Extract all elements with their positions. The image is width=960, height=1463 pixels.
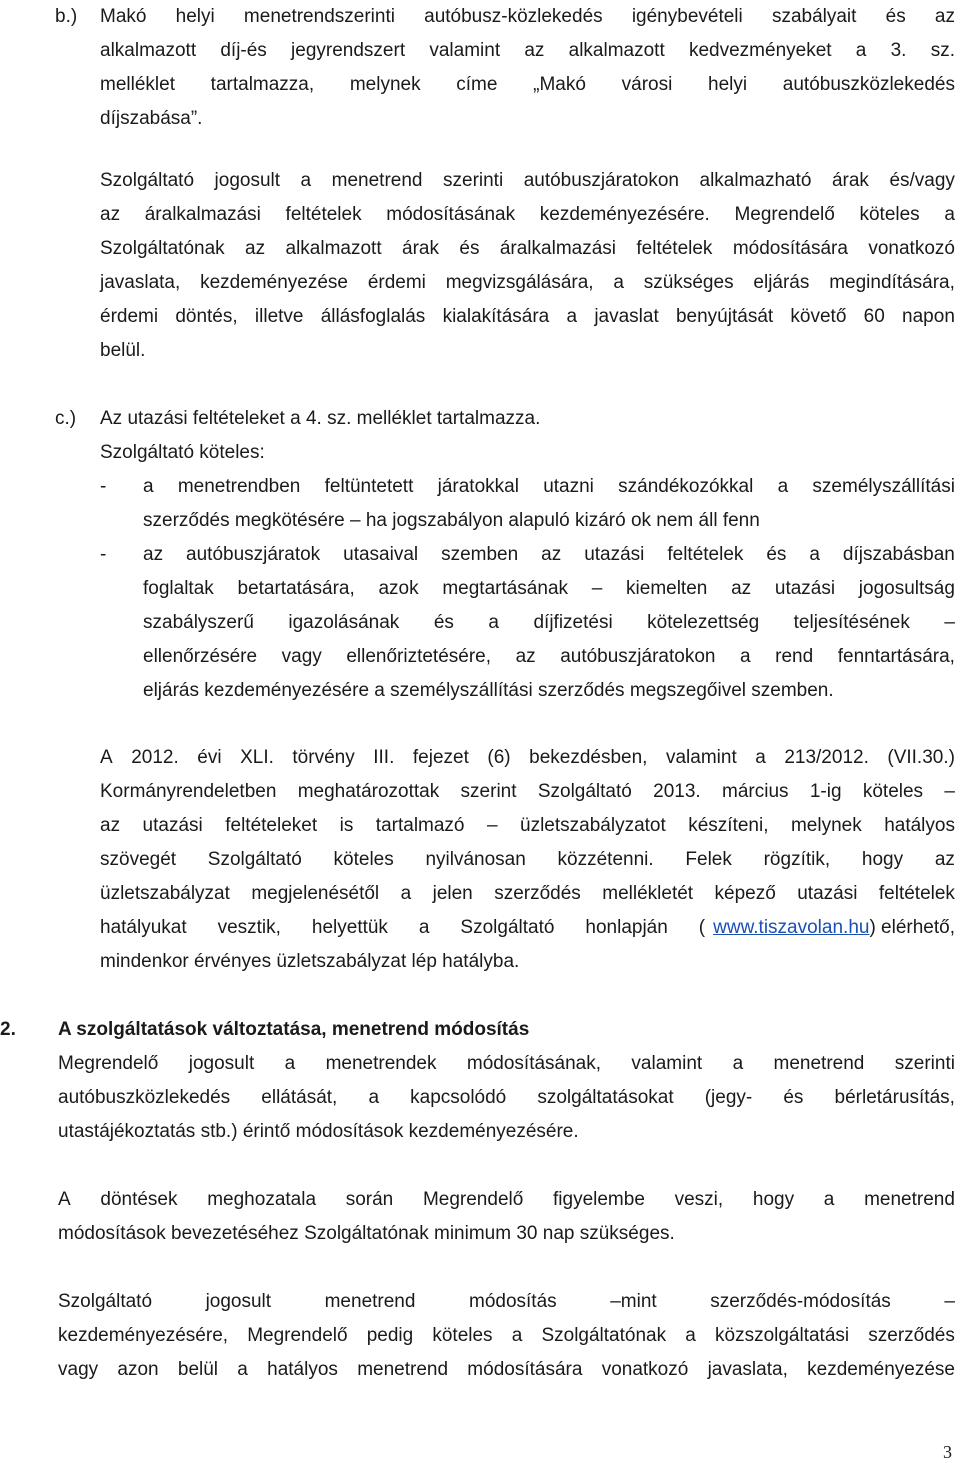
word: évi bbox=[197, 747, 222, 768]
text-line: díjszabása”. bbox=[100, 108, 203, 129]
word: fenntartására, bbox=[837, 646, 955, 667]
word: áralkalmazási bbox=[144, 204, 261, 225]
word: melynek bbox=[790, 815, 862, 836]
word: Szolgáltató bbox=[207, 849, 302, 870]
word: kialakítására bbox=[442, 306, 550, 327]
word: illetve bbox=[254, 306, 304, 327]
text-line bbox=[58, 1285, 955, 1319]
word: is bbox=[339, 815, 354, 836]
section-2-number: 2. bbox=[0, 1019, 16, 1040]
word: a bbox=[368, 1087, 380, 1108]
word: menetrend bbox=[324, 1291, 416, 1312]
word: ellenőrzésére bbox=[143, 646, 258, 667]
word: címe bbox=[456, 74, 498, 95]
word: – bbox=[591, 578, 603, 599]
text-line bbox=[100, 164, 955, 198]
word: autóbuszközlekedés bbox=[782, 74, 955, 95]
word: érdemi bbox=[367, 272, 426, 293]
page-number: 3 bbox=[943, 1442, 952, 1462]
word: megjelenésétől bbox=[251, 883, 380, 904]
word: a bbox=[944, 204, 955, 225]
word: veszi, bbox=[674, 1189, 724, 1210]
text-line bbox=[58, 1081, 955, 1115]
word: honlapján bbox=[585, 917, 668, 938]
word: menetrendszerinti bbox=[243, 6, 395, 27]
word: a bbox=[755, 747, 766, 768]
word: Megrendelő bbox=[58, 1053, 159, 1074]
word: foglaltak bbox=[143, 578, 214, 599]
word: szemben bbox=[441, 544, 519, 565]
word: pedig bbox=[366, 1325, 414, 1346]
word: igazolásának bbox=[288, 612, 400, 633]
word: döntések bbox=[100, 1189, 178, 1210]
word: városi bbox=[621, 74, 673, 95]
word: köteles bbox=[859, 204, 920, 225]
word: utasaival bbox=[343, 544, 419, 565]
word: törvény bbox=[292, 747, 355, 768]
word: 1-ig bbox=[809, 781, 842, 802]
section-c-label: c.) bbox=[55, 408, 77, 429]
word: az bbox=[524, 40, 545, 61]
word: feltételeket bbox=[225, 815, 318, 836]
word: 213/2012. bbox=[784, 747, 869, 768]
word: menetrend bbox=[773, 1053, 865, 1074]
word: és bbox=[459, 238, 480, 259]
word: jelen bbox=[432, 883, 473, 904]
word: fejezet bbox=[412, 747, 469, 768]
word: a bbox=[300, 170, 312, 191]
word: utazási bbox=[797, 883, 858, 904]
text-line: szerződés megkötésére – ha jogszabályon alapuló kizáró ok nem áll fenn bbox=[143, 510, 760, 531]
word: azok bbox=[378, 578, 419, 599]
word: Megrendelő bbox=[247, 1325, 348, 1346]
word: járatokkal bbox=[437, 476, 519, 497]
word: Kormányrendeletben bbox=[100, 781, 277, 802]
word: 60 bbox=[863, 306, 885, 327]
word: kiemelten bbox=[626, 578, 708, 599]
word: helyettük bbox=[311, 917, 388, 938]
word: díjszabásban bbox=[842, 544, 955, 565]
word: (6) bbox=[487, 747, 511, 768]
word: – bbox=[486, 815, 498, 836]
word: árak bbox=[402, 238, 439, 259]
word: készíteni, bbox=[688, 815, 769, 836]
word: szerint bbox=[460, 781, 517, 802]
word: javaslata, bbox=[100, 272, 181, 293]
word: Szolgáltató bbox=[460, 917, 555, 938]
word: autóbuszjáratok bbox=[186, 544, 321, 565]
word: vonatkozó bbox=[868, 238, 955, 259]
word: (VII.30.) bbox=[887, 747, 955, 768]
bullet-marker: - bbox=[100, 476, 107, 497]
word: közszolgáltatási bbox=[715, 1325, 850, 1346]
word: köteles bbox=[333, 849, 394, 870]
word: az bbox=[541, 544, 562, 565]
word: köteles bbox=[862, 781, 924, 802]
word: jegyrendszert bbox=[291, 40, 406, 61]
word: –mint bbox=[610, 1291, 657, 1312]
word: a bbox=[809, 544, 820, 565]
text-line bbox=[143, 572, 955, 606]
word: helyi bbox=[175, 6, 215, 27]
word: megindítására, bbox=[829, 272, 955, 293]
word: hatályos bbox=[267, 1359, 338, 1380]
word: tartalmazza, bbox=[210, 74, 315, 95]
word: utazási bbox=[584, 544, 645, 565]
word: igénybevételi bbox=[631, 6, 743, 27]
word: az bbox=[731, 578, 752, 599]
word: a bbox=[284, 1053, 296, 1074]
text-line bbox=[100, 266, 955, 300]
word: megtartásának bbox=[442, 578, 569, 599]
word: valamint bbox=[665, 747, 737, 768]
word: bérletárusítás, bbox=[834, 1087, 955, 1108]
text-line: belül. bbox=[100, 340, 146, 361]
word: kezdeményezése bbox=[807, 1359, 955, 1380]
word: autóbuszközlekedés bbox=[58, 1087, 231, 1108]
word: helyi bbox=[708, 74, 748, 95]
link-line-after: ) elérhető, bbox=[869, 917, 955, 938]
word: menetrend bbox=[864, 1189, 955, 1210]
word: kötelezettség bbox=[647, 612, 760, 633]
word: vonatkozó bbox=[601, 1359, 689, 1380]
word: és bbox=[783, 1087, 804, 1108]
word: utazni bbox=[543, 476, 594, 497]
word: XLI. bbox=[240, 747, 274, 768]
word: bekezdésben, bbox=[529, 747, 648, 768]
section-c-heading: Az utazási feltételeket a 4. sz. melléklet tartalmazza. bbox=[100, 408, 541, 429]
word: hogy bbox=[861, 849, 904, 870]
word: Szolgáltató bbox=[100, 170, 195, 191]
word: ellenőriztetésére, bbox=[346, 646, 492, 667]
word: során bbox=[345, 1189, 394, 1210]
word: Makó bbox=[100, 6, 147, 27]
text-line bbox=[100, 300, 955, 334]
text-line-with-link bbox=[100, 911, 955, 945]
word: sz. bbox=[930, 40, 955, 61]
word: az bbox=[100, 204, 121, 225]
word: alkalmazott bbox=[100, 40, 197, 61]
word: az bbox=[934, 6, 955, 27]
word: üzletszabályzat bbox=[100, 883, 230, 904]
word: az bbox=[143, 544, 164, 565]
section-2-heading: A szolgáltatások változtatása, menetrend módosítás bbox=[58, 1019, 530, 1040]
word: melynek bbox=[349, 74, 421, 95]
word: a bbox=[143, 476, 154, 497]
word: a bbox=[823, 1189, 835, 1210]
word: a bbox=[511, 1325, 523, 1346]
text-line bbox=[100, 0, 955, 34]
word: feltételek bbox=[285, 204, 362, 225]
word: kezdeményezésére, bbox=[58, 1325, 229, 1346]
word: „Makó bbox=[533, 74, 586, 95]
word: a bbox=[613, 272, 624, 293]
link-line-before bbox=[100, 911, 713, 945]
text-line bbox=[100, 34, 955, 68]
word: – bbox=[944, 1291, 955, 1312]
word: a bbox=[566, 306, 578, 327]
word: betartatására, bbox=[237, 578, 355, 599]
section-b-label: b.) bbox=[55, 6, 78, 27]
word: feltételek bbox=[636, 238, 713, 259]
word: a bbox=[732, 1053, 744, 1074]
text-line bbox=[58, 1183, 955, 1217]
word: Szolgáltatónak bbox=[100, 238, 225, 259]
word: vagy bbox=[281, 646, 322, 667]
text-line bbox=[100, 877, 955, 911]
word: kezdeményezése bbox=[200, 272, 348, 293]
word: hatályukat bbox=[100, 917, 187, 938]
word: jogosult bbox=[214, 170, 281, 191]
word: szándékozókkal bbox=[618, 476, 754, 497]
text-line bbox=[143, 606, 955, 640]
word: jogosult bbox=[205, 1291, 272, 1312]
word: kedvezményeket bbox=[688, 40, 832, 61]
word: szolgáltatásokat bbox=[537, 1087, 674, 1108]
text-line: Szolgáltató köteles: bbox=[100, 442, 265, 463]
word: menetrendek bbox=[325, 1053, 437, 1074]
word: üzletszabályzatot bbox=[520, 815, 666, 836]
text-line bbox=[100, 843, 955, 877]
word: és bbox=[766, 544, 787, 565]
word: szerinti bbox=[894, 1053, 955, 1074]
word: szerződés bbox=[868, 1325, 955, 1346]
word: alkalmazható bbox=[699, 170, 812, 191]
word: autóbusz-közlekedés bbox=[424, 6, 603, 27]
word: érdemi bbox=[100, 306, 159, 327]
word: árak bbox=[831, 170, 869, 191]
word: teljesítésének bbox=[793, 612, 910, 633]
word: módosítására bbox=[467, 1359, 583, 1380]
word: szerződés bbox=[494, 883, 581, 904]
word: Megrendelő bbox=[422, 1189, 524, 1210]
word: döntés, bbox=[175, 306, 238, 327]
word: III. bbox=[373, 747, 395, 768]
word: szövegét bbox=[100, 849, 177, 870]
word: képező bbox=[714, 883, 776, 904]
word: kapcsolódó bbox=[410, 1087, 507, 1108]
word: jogosultság bbox=[858, 578, 955, 599]
word: azon bbox=[117, 1359, 159, 1380]
word: autóbuszjáratokon bbox=[523, 170, 679, 191]
word: jogosult bbox=[188, 1053, 255, 1074]
word: (jegy- bbox=[704, 1087, 753, 1108]
text-line: mindenkor érvényes üzletszabályzat lép hatályba. bbox=[100, 951, 520, 972]
word: javaslat bbox=[594, 306, 659, 327]
word: a bbox=[855, 40, 867, 61]
text-line bbox=[143, 470, 955, 504]
word: és bbox=[885, 6, 906, 27]
word: március bbox=[722, 781, 789, 802]
word: az bbox=[515, 646, 536, 667]
word: belül bbox=[177, 1359, 219, 1380]
word: szabályait bbox=[771, 6, 857, 27]
word: a bbox=[418, 917, 430, 938]
word: kezdeményezésére. bbox=[539, 204, 710, 225]
word: Megrendelő bbox=[734, 204, 835, 225]
word: és/vagy bbox=[889, 170, 955, 191]
word: nyilvánosan bbox=[425, 849, 526, 870]
word: utazási bbox=[142, 815, 203, 836]
word: a bbox=[777, 476, 789, 497]
word: feltételek bbox=[667, 544, 744, 565]
word: vagy bbox=[58, 1359, 99, 1380]
word: köteles bbox=[432, 1325, 493, 1346]
word: – bbox=[944, 612, 955, 633]
word: melléklet bbox=[100, 74, 175, 95]
word: 3. bbox=[890, 40, 907, 61]
word: valamint bbox=[429, 40, 501, 61]
word: szerződés-módosítás bbox=[710, 1291, 891, 1312]
word: tartalmazó bbox=[375, 815, 465, 836]
text-line bbox=[100, 741, 955, 775]
word: az bbox=[245, 238, 266, 259]
word: alkalmazott bbox=[568, 40, 665, 61]
bullet-marker: - bbox=[100, 544, 107, 565]
word: vesztik, bbox=[217, 917, 281, 938]
word: a bbox=[400, 883, 412, 904]
word: rögzítik, bbox=[763, 849, 831, 870]
word: eljárás bbox=[753, 272, 810, 293]
word: menetrend bbox=[357, 1359, 449, 1380]
word: hogy bbox=[752, 1189, 795, 1210]
word: autóbuszjáratokon bbox=[560, 646, 716, 667]
word: közzétenni. bbox=[557, 849, 654, 870]
word: figyelembe bbox=[553, 1189, 645, 1210]
word: feltüntetett bbox=[324, 476, 414, 497]
word: az bbox=[934, 849, 955, 870]
word: A bbox=[100, 747, 113, 768]
word: 2013. bbox=[653, 781, 701, 802]
word: A bbox=[58, 1189, 71, 1210]
text-line: utastájékoztatás stb.) érintő módosítások kezdeményezésére. bbox=[58, 1121, 579, 1142]
word: szerinti bbox=[443, 170, 504, 191]
word: meghatározottak bbox=[297, 781, 440, 802]
word: menetrendben bbox=[177, 476, 301, 497]
word: a bbox=[740, 646, 751, 667]
word: Szolgáltató bbox=[537, 781, 632, 802]
word: személyszállítási bbox=[812, 476, 955, 497]
word: utazási bbox=[774, 578, 836, 599]
word: ( bbox=[698, 917, 706, 938]
word: – bbox=[944, 781, 955, 802]
word: az bbox=[100, 815, 121, 836]
word: feltételek bbox=[878, 883, 955, 904]
word: Szolgáltatónak bbox=[541, 1325, 667, 1346]
word: a bbox=[685, 1325, 696, 1346]
word: benyújtását bbox=[675, 306, 774, 327]
text-line bbox=[58, 1319, 955, 1353]
word: módosításának bbox=[386, 204, 516, 225]
word: napon bbox=[902, 306, 955, 327]
word: mellékletét bbox=[602, 883, 694, 904]
word: módosításának, bbox=[466, 1053, 602, 1074]
word: hatályos bbox=[884, 815, 955, 836]
word: állásfoglalás bbox=[320, 306, 426, 327]
text-line bbox=[100, 775, 955, 809]
text-line bbox=[100, 198, 955, 232]
word: ellátását, bbox=[261, 1087, 338, 1108]
word: szükséges bbox=[643, 272, 734, 293]
text-line bbox=[143, 640, 955, 674]
word: áralkalmazási bbox=[499, 238, 616, 259]
text-line: eljárás kezdeményezésére a személyszállítási szerződés megszegőivel szemben. bbox=[143, 680, 834, 701]
text-line bbox=[58, 1047, 955, 1081]
word: és bbox=[433, 612, 454, 633]
word: megvizsgálására, bbox=[445, 272, 594, 293]
word: Szolgáltató bbox=[58, 1291, 153, 1312]
text-line: módosítások bevezetéséhez Szolgáltatónak minimum 30 nap szükséges. bbox=[58, 1223, 675, 1244]
word: rend bbox=[775, 646, 814, 667]
word: meghozatala bbox=[207, 1189, 317, 1210]
word: 2012. bbox=[131, 747, 179, 768]
word: javaslata, bbox=[707, 1359, 788, 1380]
text-line bbox=[143, 538, 955, 572]
word: a bbox=[488, 612, 499, 633]
word: Felek bbox=[685, 849, 732, 870]
text-line bbox=[100, 809, 955, 843]
text-line bbox=[100, 68, 955, 102]
word: szabályszerű bbox=[143, 612, 254, 633]
word: módosítására bbox=[732, 238, 848, 259]
word: alkalmazott bbox=[285, 238, 382, 259]
word: díjfizetési bbox=[533, 612, 613, 633]
word: valamint bbox=[631, 1053, 703, 1074]
word: követő bbox=[790, 306, 847, 327]
word: a bbox=[237, 1359, 248, 1380]
word: díj-és bbox=[220, 40, 267, 61]
text-line bbox=[58, 1353, 955, 1387]
word: módosítás bbox=[469, 1291, 557, 1312]
word: menetrend bbox=[331, 170, 423, 191]
text-line bbox=[100, 232, 955, 266]
tiszavolan-link[interactable]: www.tiszavolan.hu bbox=[713, 917, 870, 938]
